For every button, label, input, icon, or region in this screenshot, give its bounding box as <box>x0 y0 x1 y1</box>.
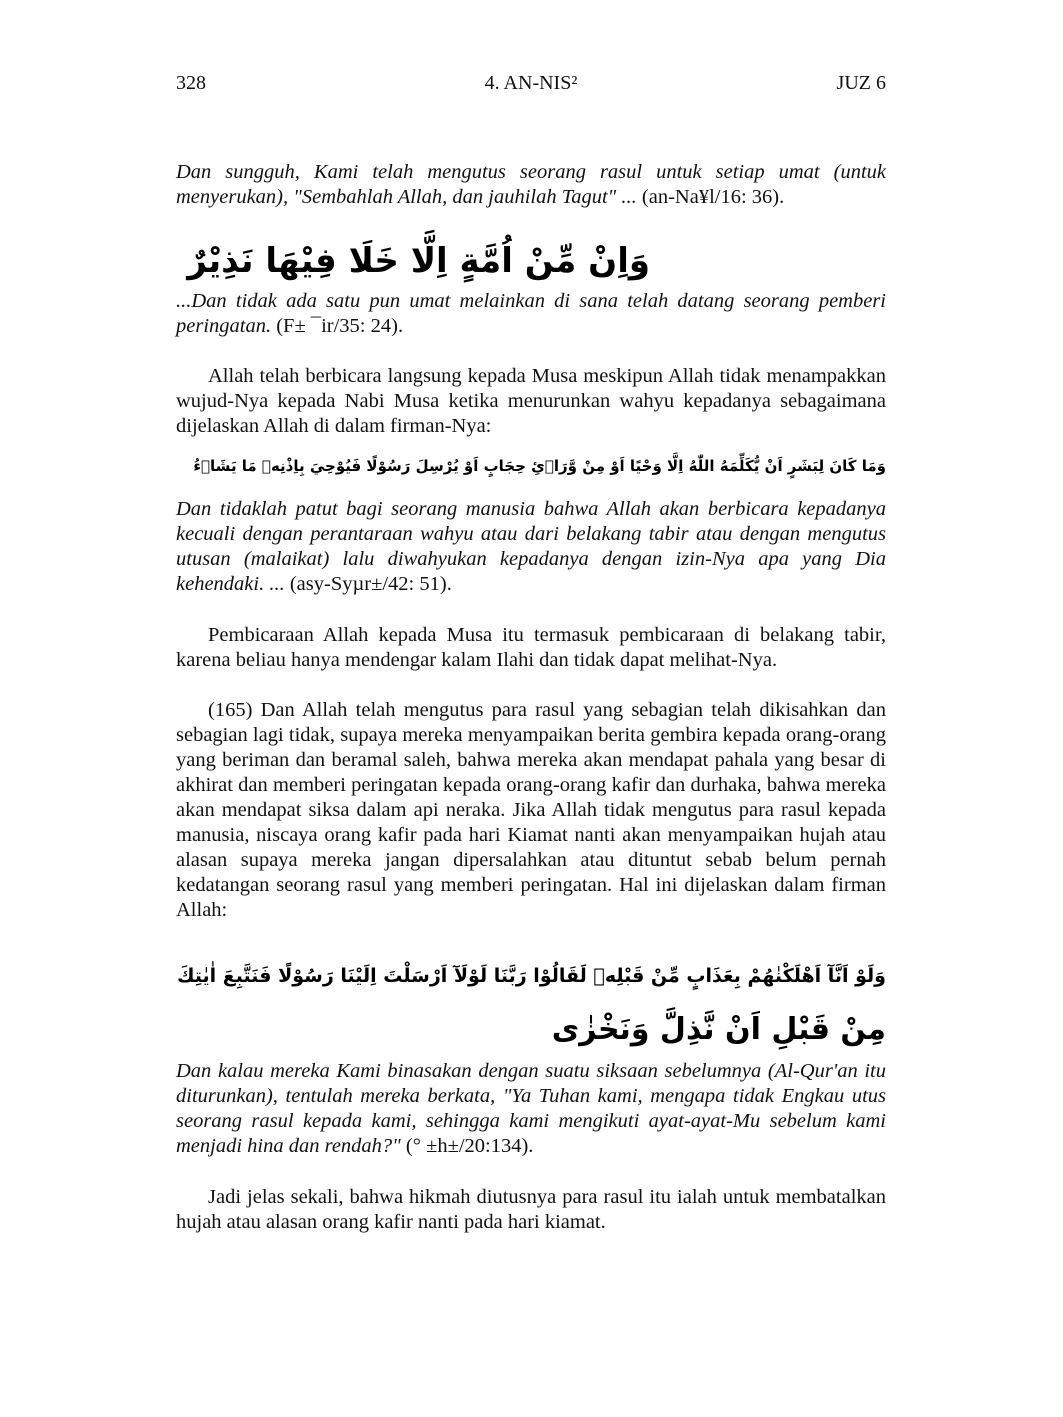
paragraph-2: Pembicaraan Allah kepada Musa itu termasuk pembicaraan di belakang tabir, karena beliau hanya mendengar kalam Ilahi dan tidak dapat melihat-Nya. <box>176 624 886 671</box>
juz-label: JUZ 6 <box>836 72 886 94</box>
quote-translation-2 <box>176 289 886 339</box>
arabic-verse-1: وَاِنْ مِّنْ اُمَّةٍ اِلَّا خَلَا فِيْهَا نَذِيْرٌ <box>187 241 650 281</box>
quote-text: Dan kalau mereka Kami binasakan dengan suatu siksaan sebelumnya (Al-Qur'an itu diturunkan), tentulah mereka berkata, "Ya Tuhan kami, mengapa tidak Engkau utus seorang rasul kepada kami, sehingga kami mengikuti ayat-ayat-Mu sebelum kami menjadi hina dan rendah?" <box>176 1060 886 1157</box>
arabic-verse-3-line-1: وَلَوْ اَنَّآ اَهْلَكْنٰهُمْ بِعَذَابٍ مِّنْ قَبْلِهٖ لَقَالُوْا رَبَّنَا لَوْلَآ اَرْسَلْتَ اِلَيْنَا رَسُوْلًا فَنَتَّبِعَ اٰيٰتِكَ <box>177 965 886 987</box>
quote-reference: (° ±h±/20:134). <box>400 1135 534 1157</box>
arabic-verse-2: وَمَا كَانَ لِبَشَرٍ اَنْ يُّكَلِّمَهُ اللّٰهُ اِلَّا وَحْيًا اَوْ مِنْ وَّرَاۤئِ حِجَابٍ اَوْ يُرْسِلَ رَسُوْلًا فَيُوْحِيَ بِاِذْنِهٖ مَا يَشَاۤءُ <box>193 457 886 475</box>
quote-text: ...Dan tidak ada satu pun umat melainkan di sana telah datang seorang pemberi peringatan. <box>176 290 886 337</box>
quote-reference: (an-Na¥l/16: 36). <box>636 186 785 208</box>
chapter-title: 4. AN-NIS² <box>484 72 578 94</box>
paragraph-3: (165) Dan Allah telah mengutus para rasul yang sebagian telah dikisahkan dan sebagian lagi tidak, supaya mereka menyampaikan berita gembira kepada orang-orang yang beriman dan beramal saleh, bahwa mereka akan mendapat pahala yang besar di akhirat dan memberi peringatan kepada orang-orang kafir dan durhaka, bahwa mereka akan mendapat siksa dalam api neraka. Jika Allah tidak mengutus para rasul kepada manusia, niscaya orang kafir pada hari Kiamat nanti akan menyampaikan hujah atau alasan supaya mereka jangan dipersalahkan atau dituntut sebab belum pernah kedatangan seorang rasul yang memberi peringatan. Hal ini dijelaskan dalam firman Allah: <box>176 699 886 921</box>
quote-translation-3 <box>176 497 886 597</box>
page-number: 328 <box>176 72 206 94</box>
quote-translation-4 <box>176 1059 886 1159</box>
quote-text: Dan tidaklah patut bagi seorang manusia bahwa Allah akan berbicara kepadanya kecuali dengan perantaraan wahyu atau dari belakang tabir atau dengan mengutus utusan (malaikat) lalu diwahyukan kepadanya dengan izin-Nya apa yang Dia kehendaki. ... <box>176 498 886 595</box>
quote-text: Dan sungguh, Kami telah mengutus seorang rasul untuk setiap umat (untuk menyerukan), "Sembahlah Allah, dan jauhilah Tagut" ... <box>176 161 886 208</box>
page-header <box>176 72 886 98</box>
paragraph-4: Jadi jelas sekali, bahwa hikmah diutusnya para rasul itu ialah untuk membatalkan hujah atau alasan orang kafir nanti pada hari kiamat. <box>176 1186 886 1233</box>
quote-translation-1 <box>176 160 886 210</box>
quote-reference: (asy-Syµr±/42: 51). <box>284 573 452 595</box>
paragraph-1: Allah telah berbicara langsung kepada Musa meskipun Allah tidak menampakkan wujud-Nya kepada Nabi Musa ketika menurunkan wahyu kepadanya sebagaimana dijelaskan Allah di dalam firman-Nya: <box>176 365 886 437</box>
arabic-verse-3-line-2: مِنْ قَبْلِ اَنْ نَّذِلَّ وَنَخْزٰى <box>551 1012 886 1047</box>
quote-reference: (F± ¯ir/35: 24). <box>271 315 404 337</box>
